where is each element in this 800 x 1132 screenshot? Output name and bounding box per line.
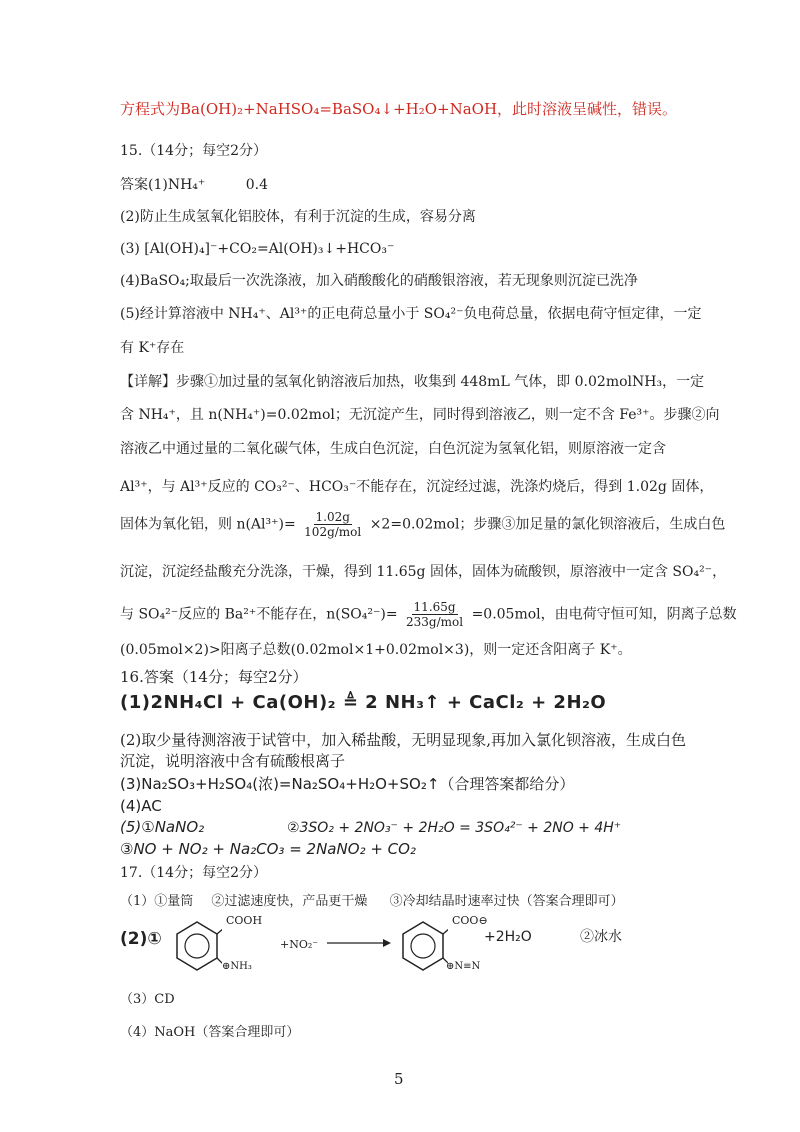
- detail-line-3: 溶液乙中通过量的二氧化碳气体，生成白色沉淀，白色沉淀为氢氧化铝，则原溶液一定含: [120, 441, 666, 457]
- q16-answer-5-cont: ③NO + NO₂ + Na₂CO₃ = 2NaNO₂ + CO₂: [120, 840, 416, 858]
- answer-1-part3: ③冷却结晶时速率过快（答案合理即可）: [389, 894, 624, 909]
- detail-line-4: Al³⁺，与 Al³⁺反应的 CO₃²⁻、HCO₃⁻不能存在，沉淀经过滤，洗涤灼烧后，得到 1.02g 固体，: [120, 479, 714, 495]
- fraction-numerator: 1.02g: [315, 510, 350, 524]
- q15-answer-1: [120, 176, 268, 194]
- q17-answer-2-label: (2)①: [120, 929, 162, 949]
- fraction-sulfate: [404, 600, 465, 629]
- reaction-arrow: [325, 937, 393, 949]
- reactant-nitrite: +NO₂⁻: [280, 938, 319, 951]
- q15-answer-5-cont: 有 K⁺存在: [120, 340, 185, 356]
- page-number: 5: [394, 1070, 404, 1088]
- detail-7-end: =0.05mol，由电荷守恒可知，阴离子总数: [471, 606, 737, 623]
- answer-1-part1: （1）①量筒: [120, 894, 194, 909]
- answer-1-part2: ②过滤速度快，产品更干燥: [211, 894, 368, 909]
- product-coo: COO⊖: [452, 914, 488, 927]
- q15-answer-5: (5)经计算溶液中 NH₄⁺、Al³⁺的正电荷总量小于 SO₄²⁻负电荷总量，依据电荷守恒定律，一定: [120, 306, 702, 322]
- q17-answer-1: [120, 893, 624, 911]
- q16-answer-2-cont: 沉淀，说明溶液中含有硫酸根离子: [120, 752, 346, 770]
- q15-answer-2: (2)防止生成氢氧化铝胶体，有利于沉淀的生成，容易分离: [120, 209, 476, 225]
- fraction-alumina: [302, 510, 363, 539]
- detail-7-start: 与 SO₄²⁻反应的 Ba²⁺不能存在，n(SO₄²⁻)=: [120, 606, 398, 623]
- q17-header: 17.（14分；每空2分）: [120, 865, 267, 881]
- q16-answer-3: (3)Na₂SO₃+H₂SO₄(浓)=Na₂SO₄+H₂O+SO₂↑（合理答案都给分）: [120, 775, 575, 793]
- q15-header: 15.（14分；每空2分）: [120, 143, 267, 159]
- answer-5-part2: ②3SO₂ + 2NO₃⁻ + 2H₂O = 3SO₄²⁻ + 2NO + 4H⁺: [286, 820, 622, 836]
- q17-answer-4: （4）NaOH（答案合理即可）: [120, 1025, 300, 1040]
- fraction-denominator: 233g/mol: [406, 615, 464, 629]
- detail-line-6: 沉淀，沉淀经盐酸充分洗涤，干燥，得到 11.65g 固体，固体为硫酸钡，原溶液中一定含 SO₄²⁻，: [120, 564, 727, 580]
- q17-answer-2-part2: ②冰水: [580, 929, 622, 945]
- detail-5-end: ×2=0.02mol；步骤③加足量的氯化钡溶液后，生成白色: [369, 516, 726, 533]
- product-water: +2H₂O: [484, 929, 532, 945]
- q16-answer-2: (2)取少量待测溶液于试管中，加入稀盐酸，无明显现象,再加入氯化钡溶液，生成白色: [120, 731, 687, 749]
- product-diazonium: ⊕N≡N: [446, 961, 481, 972]
- answer-1-value: 0.4: [245, 177, 269, 193]
- fraction-denominator: 102g/mol: [304, 525, 362, 539]
- q15-answer-4: (4)BaSO₄;取最后一次洗涤液，加入硝酸酸化的硝酸银溶液，若无现象则沉淀已洗净: [120, 273, 638, 289]
- detail-line-7: [120, 600, 737, 629]
- reactant-cooh: COOH: [226, 914, 263, 927]
- detail-5-start: 固体为氧化铝，则 n(Al³⁺)=: [120, 516, 296, 533]
- detail-line-2: 含 NH₄⁺，且 n(NH₄⁺)=0.02mol；无沉淀产生，同时得到溶液乙，则一定不含 Fe³⁺。步骤②向: [120, 407, 720, 423]
- fraction-numerator: 11.65g: [413, 600, 456, 614]
- benzene-ring-reactant: [172, 918, 222, 976]
- answer-5-part1: (5)①NaNO₂: [120, 818, 205, 836]
- detail-line-8: (0.05mol×2)>阳离子总数(0.02mol×1+0.02mol×3)，则一定还含阳离子 K⁺。: [120, 642, 632, 658]
- q16-answer-4: (4)AC: [120, 797, 162, 815]
- reactant-nh3: ⊕NH₃: [222, 961, 252, 972]
- q15-answer-3: (3) [Al(OH)₄]⁻+CO₂=Al(OH)₃↓+HCO₃⁻: [120, 241, 395, 257]
- detail-line-5: [120, 510, 725, 539]
- q16-header: 16.答案（14分；每空2分）: [120, 668, 308, 686]
- benzene-ring-product: [398, 918, 448, 976]
- q16-answer-1: (1)2NH₄Cl + Ca(OH)₂ ≜ 2 NH₃↑ + CaCl₂ + 2H₂O: [120, 692, 607, 713]
- q17-answer-3: （3）CD: [120, 992, 175, 1007]
- q16-answer-5: [120, 818, 621, 837]
- line-equation-conclusion: 方程式为Ba(OH)₂+NaHSO₄=BaSO₄↓+H₂O+NaOH，此时溶液呈碱性，错误。: [120, 100, 678, 118]
- detail-line-1: 【详解】步骤①加过量的氢氧化钠溶液后加热，收集到 448mL 气体，即 0.02molNH₃，一定: [120, 374, 705, 390]
- answer-1-ion: 答案(1)NH₄⁺: [120, 177, 206, 193]
